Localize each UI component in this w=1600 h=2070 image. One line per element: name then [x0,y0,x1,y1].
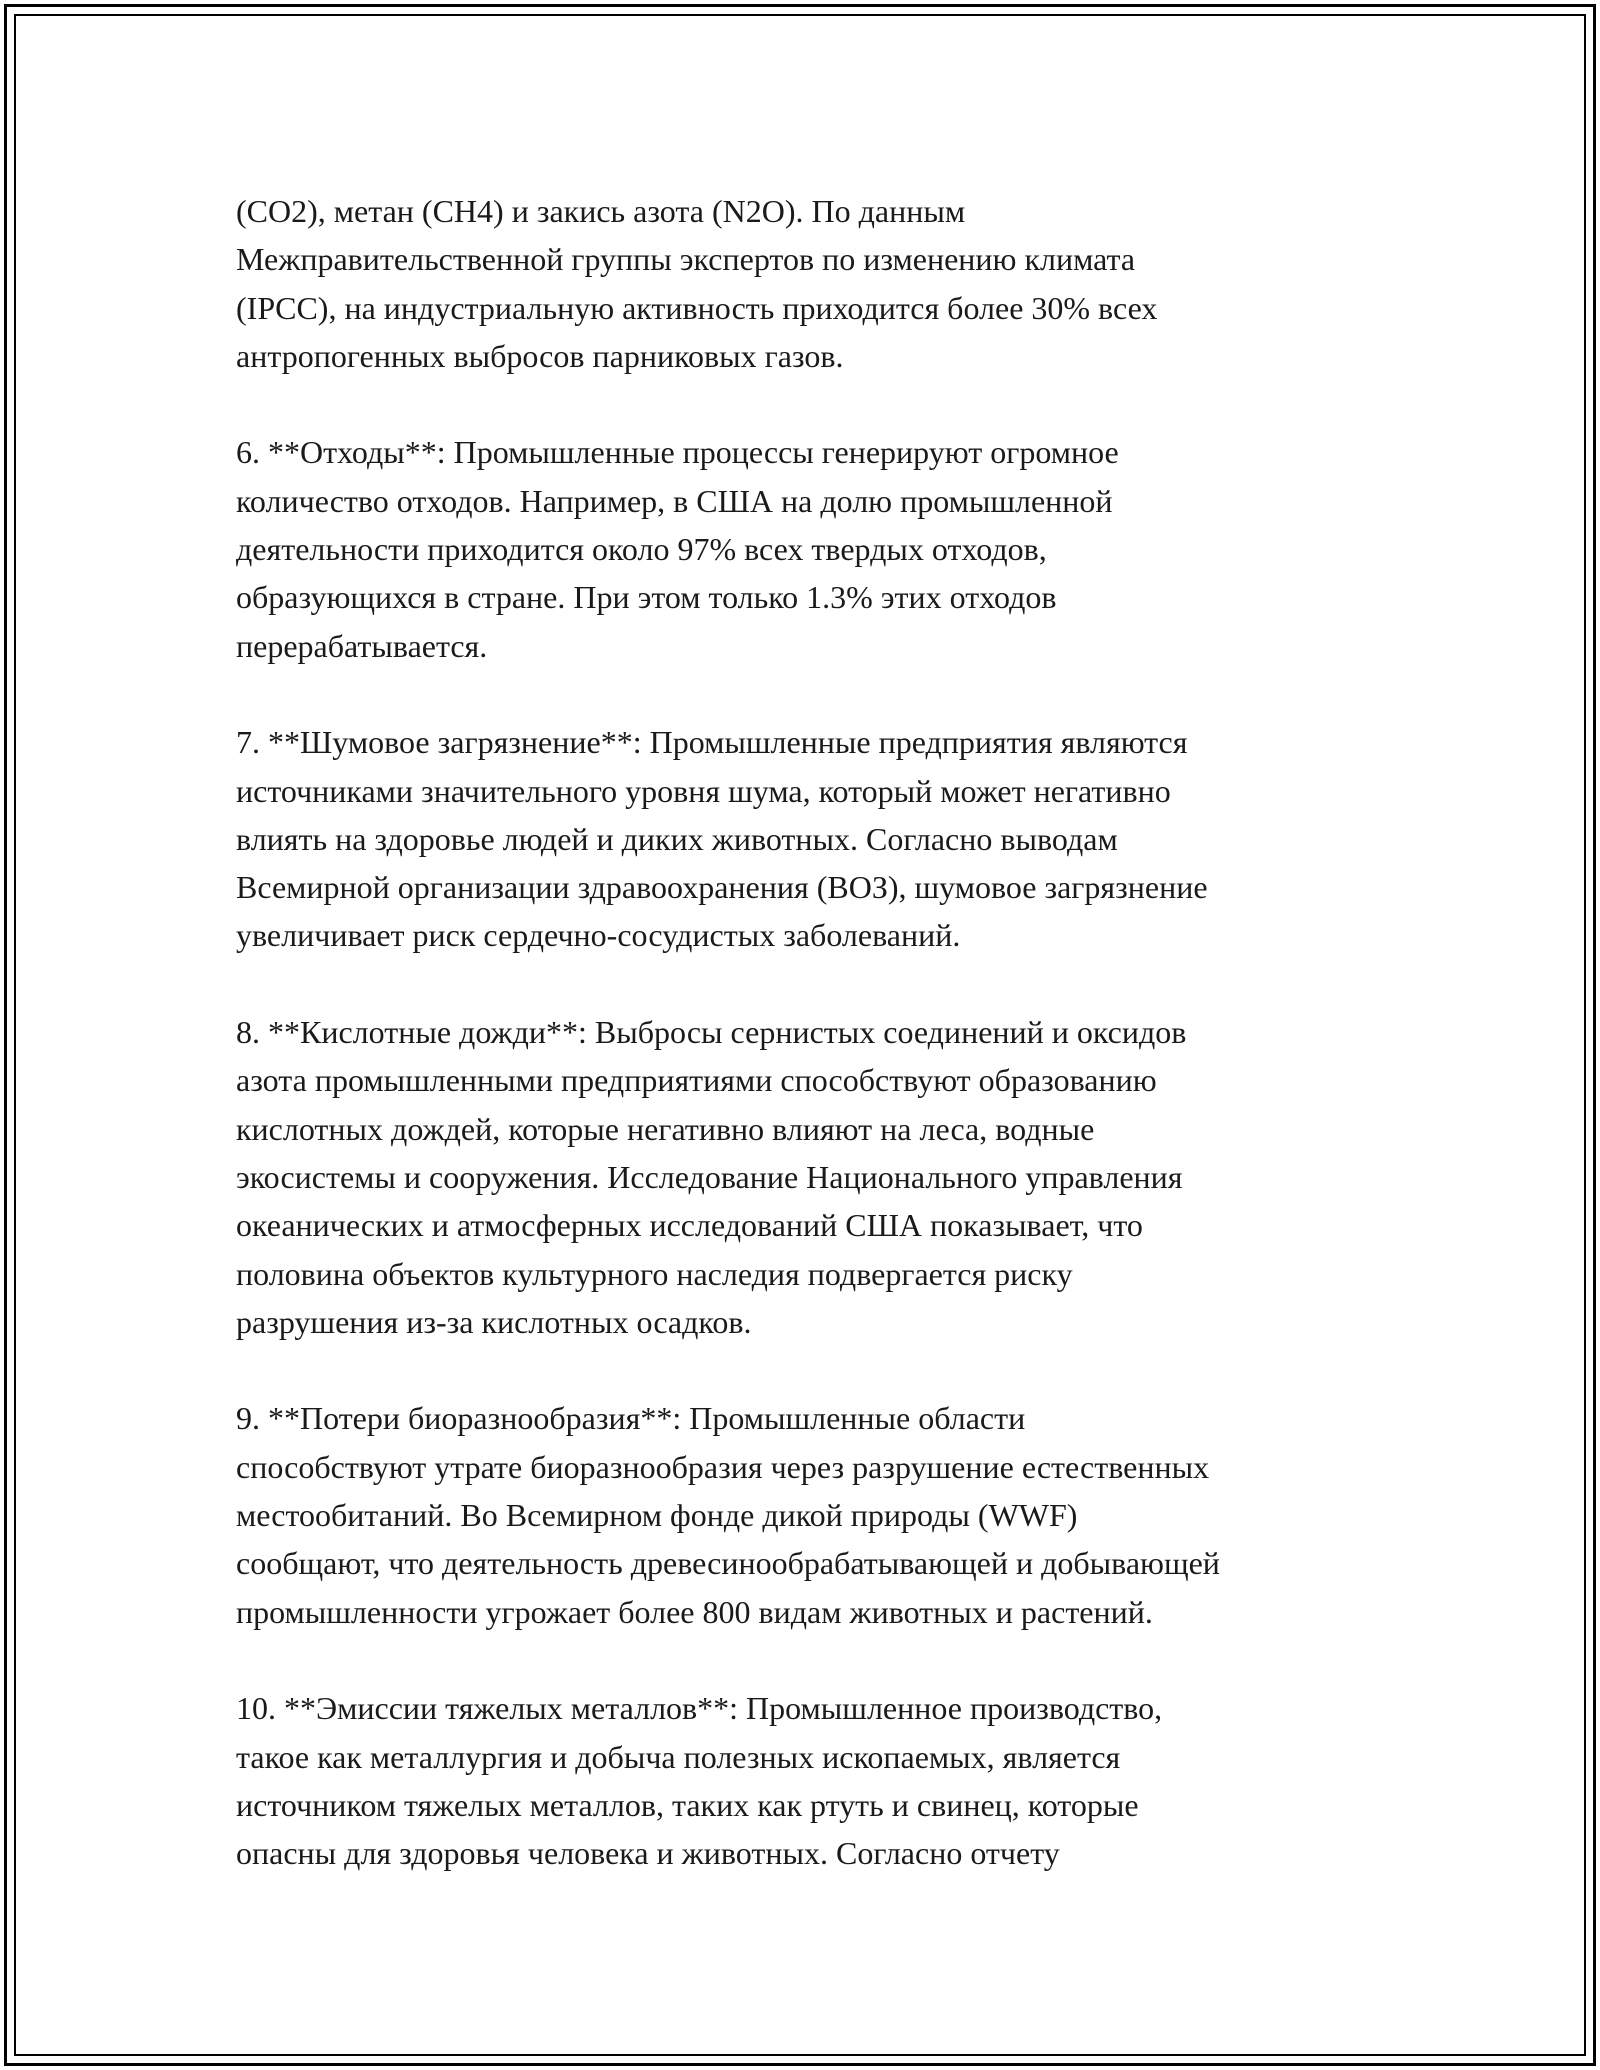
text-line: экосистемы и сооружения. Исследование Национального управления [236,1158,1183,1195]
text-line: антропогенных выбросов парниковых газов. [236,337,844,374]
text-line: 10. **Эмиссии тяжелых металлов**: Промышленное производство, [236,1690,1163,1727]
text-line: сообщают, что деятельность древесинообрабатывающей и добывающей [236,1545,1220,1582]
text-line: такое как металлургия и добыча полезных ископаемых, является [236,1738,1121,1775]
paragraph-waste [236,428,1416,669]
text-line: образующихся в стране. При этом только 1.3% этих отходов [236,579,1057,616]
text-line: 9. **Потери биоразнообразия**: Промышленные области [236,1400,1026,1437]
document-body [236,187,1416,1926]
paragraph-greenhouse-gases [236,187,1416,380]
text-line: кислотных дождей, которые негативно влияют на леса, водные [236,1110,1095,1147]
text-line: (CO2), метан (CH4) и закись азота (N2O). По данным [236,193,966,229]
text-line: местообитаний. Во Всемирном фонде дикой природы (WWF) [236,1497,1078,1534]
text-line: источником тяжелых металлов, таких как ртуть и свинец, которые [236,1786,1139,1823]
text-line: Межправительственной группы экспертов по изменению климата [236,241,1136,278]
text-line: способствуют утрате биоразнообразия через разрушение естественных [236,1448,1210,1485]
text-line: океанических и атмосферных исследований США показывает, что [236,1207,1143,1244]
text-line: количество отходов. Например, в США на долю промышленной [236,482,1113,519]
text-line: опасны для здоровья человека и животных. Согласно отчету [236,1835,1060,1872]
paragraph-biodiversity-loss [236,1394,1416,1635]
text-line: 8. **Кислотные дожди**: Выбросы сернистых соединений и оксидов [236,1014,1187,1051]
text-line: разрушения из-за кислотных осадков. [236,1303,752,1340]
text-line: азота промышленными предприятиями способствуют образованию [236,1062,1157,1099]
text-line: деятельности приходится около 97% всех твердых отходов, [236,531,1047,568]
text-line: влиять на здоровье людей и диких животных. Согласно выводам [236,820,1118,857]
text-line: половина объектов культурного наследия подвергается риску [236,1255,1073,1292]
paragraph-noise-pollution [236,718,1416,959]
text-line: 6. **Отходы**: Промышленные процессы генерируют огромное [236,434,1119,471]
text-line: увеличивает риск сердечно-сосудистых заболеваний. [236,917,961,954]
text-line: источниками значительного уровня шума, который может негативно [236,772,1171,809]
text-line: Всемирной организации здравоохранения (ВОЗ), шумовое загрязнение [236,869,1208,906]
text-line: (IPCC), на индустриальную активность приходится более 30% всех [236,289,1158,326]
text-line: перерабатывается. [236,627,488,664]
paragraph-acid-rain [236,1008,1416,1346]
text-line: промышленности угрожает более 800 видам животных и растений. [236,1593,1153,1630]
paragraph-heavy-metals [236,1684,1416,1877]
text-line: 7. **Шумовое загрязнение**: Промышленные предприятия являются [236,724,1188,761]
